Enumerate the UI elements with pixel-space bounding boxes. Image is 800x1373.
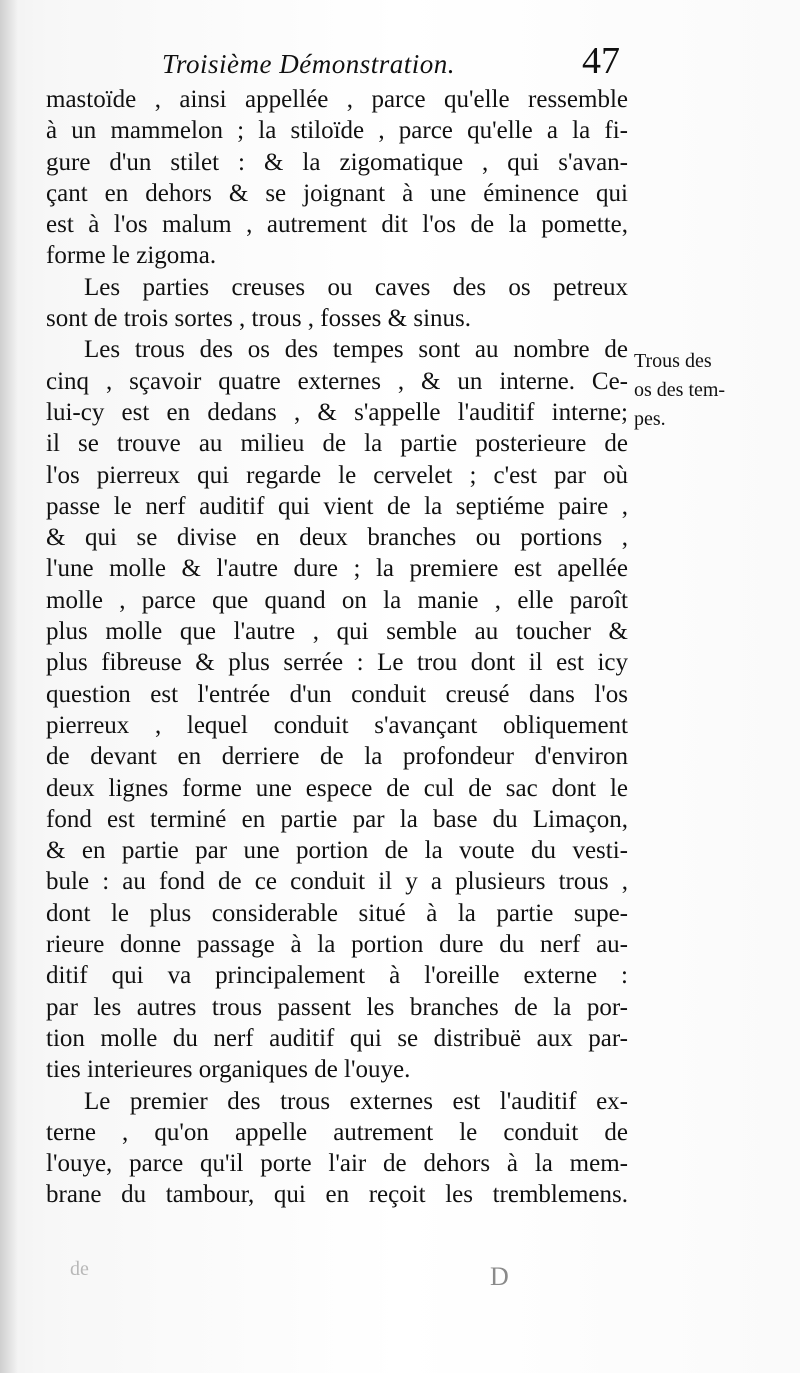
text-line: de devant en derriere de la profondeur d'environ xyxy=(46,743,628,771)
text-line: question est l'entrée d'un conduit creusé dans l'os xyxy=(46,680,628,708)
text-line: forme le zigoma. xyxy=(46,242,217,270)
text-line: à un mammelon ; la stiloïde , parce qu'elle a la fi- xyxy=(46,117,628,145)
margin-note xyxy=(634,347,794,434)
text-line: gure d'un stilet : & la zigomatique , qui s'avan- xyxy=(46,148,628,176)
text-line: terne , qu'on appelle autrement le conduit de xyxy=(46,1118,628,1146)
text-line: fond est terminé en partie par la base du Limaçon, xyxy=(46,805,628,833)
text-line: cinq , sçavoir quatre externes , & un interne. Ce- xyxy=(46,367,628,395)
text-line: plus fibreuse & plus serrée : Le trou dont il est icy xyxy=(46,649,628,677)
text-line: deux lignes forme une espece de cul de sac dont le xyxy=(46,774,628,802)
signature-mark: D xyxy=(490,1262,509,1291)
text-line: & en partie par une portion de la voute du vesti- xyxy=(46,837,628,865)
text-line: bule : au fond de ce conduit il y a plusieurs trous , xyxy=(46,868,628,896)
text-line: çant en dehors & se joignant à une éminence qui xyxy=(46,179,628,207)
bleed-through-text: de xyxy=(70,1258,89,1280)
text-line: sont de trois sortes , trous , fosses & sinus. xyxy=(46,305,471,333)
page-number: 47 xyxy=(582,40,620,82)
text-line: plus molle que l'autre , qui semble au toucher & xyxy=(46,618,628,646)
text-line: lui-cy est en dedans , & s'appelle l'auditif interne; xyxy=(46,398,628,426)
text-line: dont le plus considerable situé à la partie supe- xyxy=(46,899,628,927)
text-line: Les parties creuses ou caves des os petreux xyxy=(84,273,628,301)
margin-note-line: Trous des xyxy=(634,350,712,372)
margin-note-line: os des tem- xyxy=(634,379,726,401)
text-line: l'ouye, parce qu'il porte l'air de dehors à la mem- xyxy=(46,1150,628,1178)
text-line: est à l'os malum , autrement dit l'os de la pomette, xyxy=(46,211,628,239)
text-line: l'une molle & l'autre dure ; la premiere est apellée xyxy=(46,555,628,583)
text-line: molle , parce que quand on la manie , elle paroît xyxy=(46,586,628,614)
text-line: pierreux , lequel conduit s'avançant obliquement xyxy=(46,711,628,739)
body-text xyxy=(46,84,628,1211)
text-line: ditif qui va principalement à l'oreille externe : xyxy=(46,962,628,990)
text-line: passe le nerf auditif qui vient de la septiéme paire , xyxy=(46,492,628,520)
text-line: Les trous des os des tempes sont au nombre de xyxy=(84,336,628,364)
text-line: ties interieures organiques de l'ouye. xyxy=(46,1056,411,1084)
running-title: Troisième Démonstration. xyxy=(162,49,456,79)
text-line: mastoïde , ainsi appellée , parce qu'elle ressemble xyxy=(46,86,628,113)
text-line: par les autres trous passent les branches de la por- xyxy=(46,993,628,1021)
text-line: Le premier des trous externes est l'auditif ex- xyxy=(84,1087,628,1115)
text-line: il se trouve au milieu de la partie posterieure de xyxy=(46,430,628,458)
text-line: tion molle du nerf auditif qui se distribuë aux par- xyxy=(46,1024,628,1052)
gutter-shadow xyxy=(0,0,18,1373)
text-line: rieure donne passage à la portion dure du nerf au- xyxy=(46,931,628,959)
text-line: & qui se divise en deux branches ou portions , xyxy=(46,524,628,552)
text-line: brane du tambour, qui en reçoit les tremblemens. xyxy=(46,1181,628,1209)
margin-note-line: pes. xyxy=(634,408,666,430)
text-line: l'os pierreux qui regarde le cervelet ; c'est par où xyxy=(46,461,628,489)
running-head xyxy=(150,40,620,84)
